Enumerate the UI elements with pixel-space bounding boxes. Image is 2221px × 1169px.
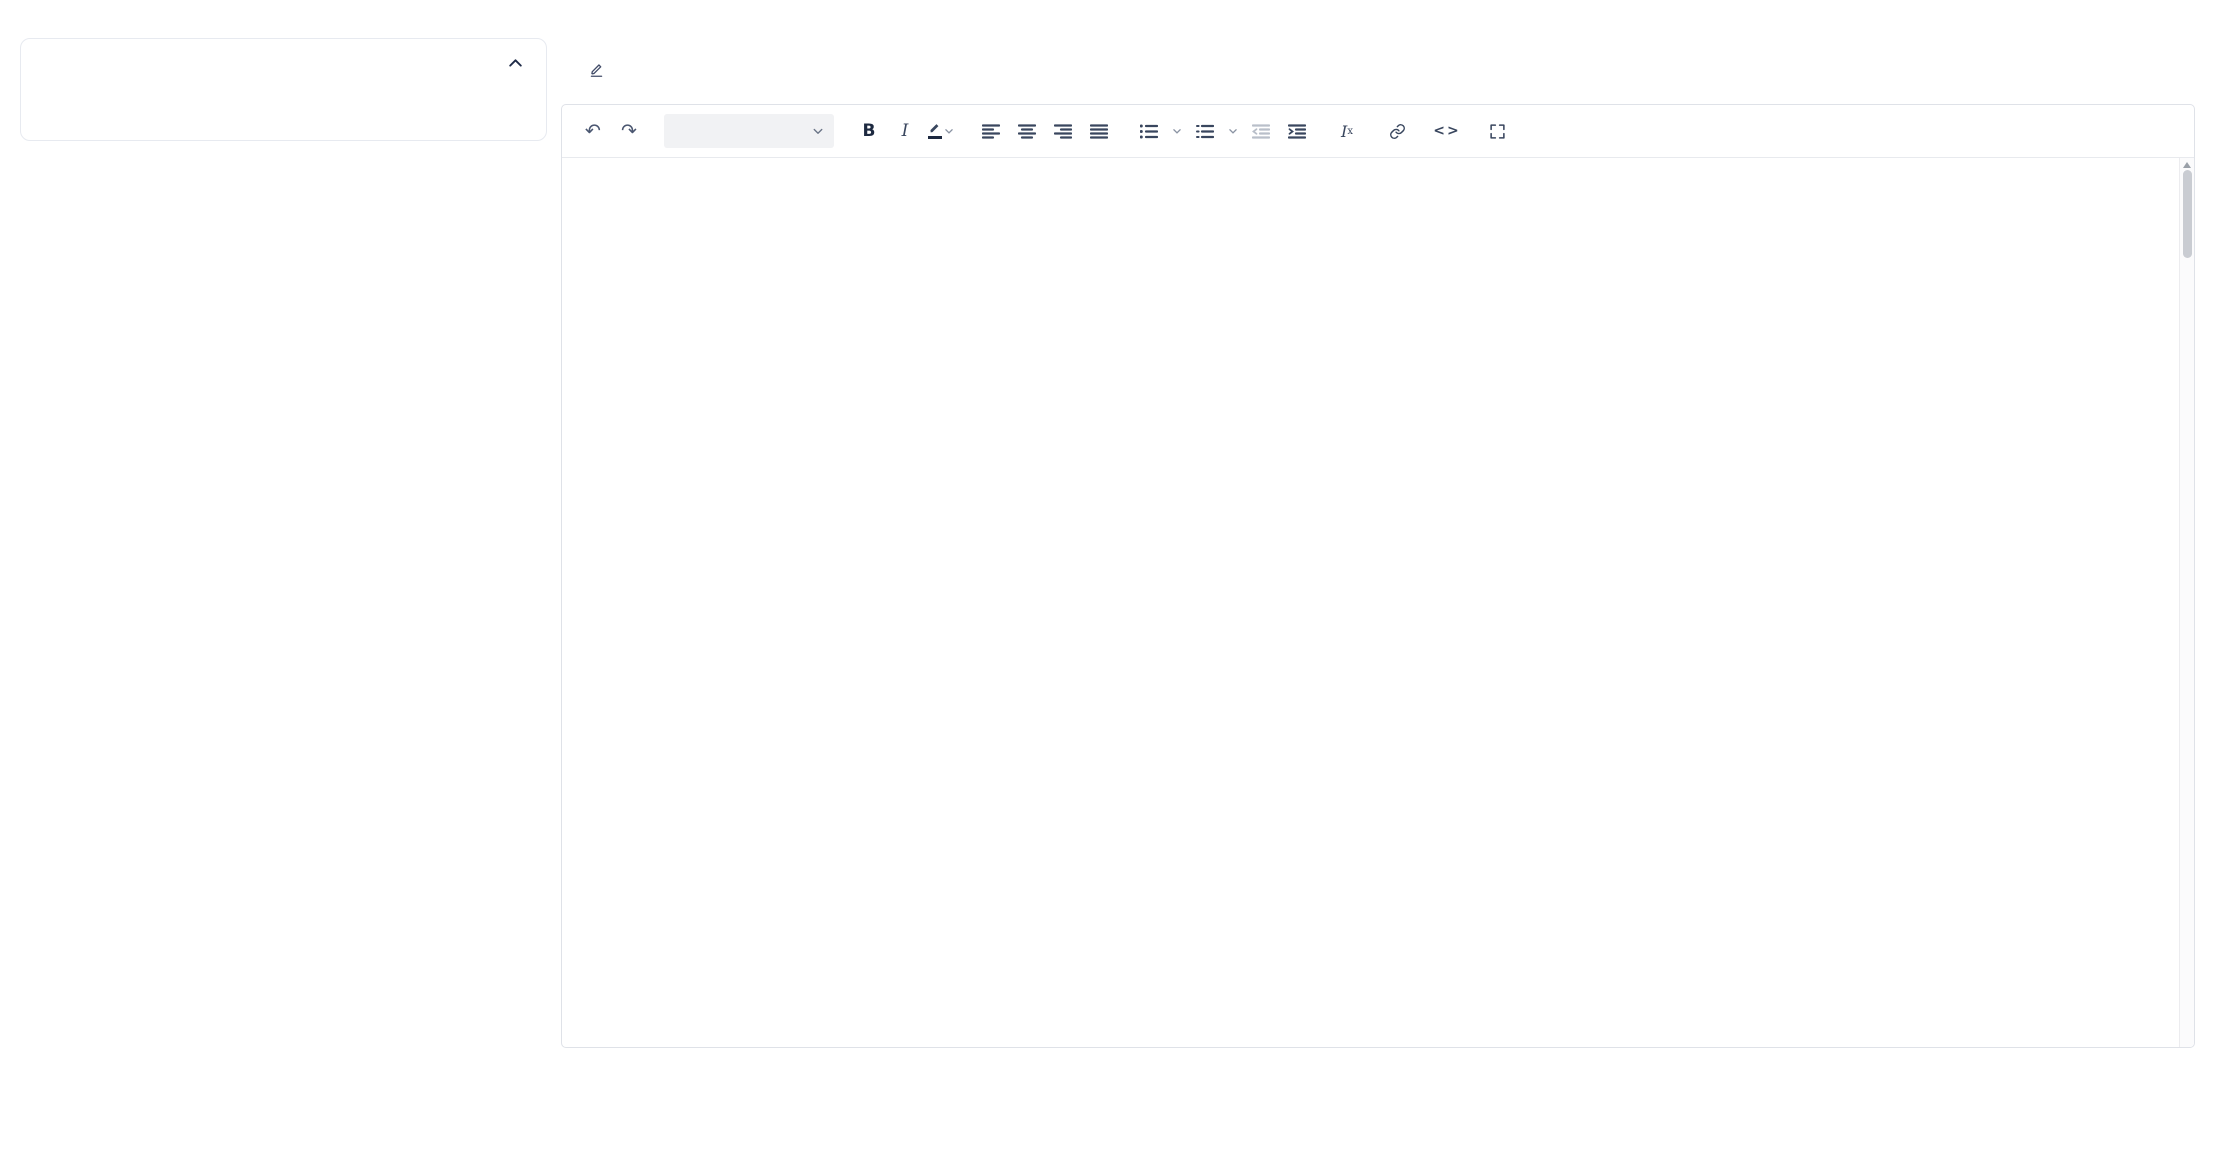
undo-icon[interactable]: ↶ bbox=[585, 120, 601, 142]
align-justify-button[interactable] bbox=[1084, 116, 1114, 146]
align-right-button[interactable] bbox=[1048, 116, 1078, 146]
paragraph-style-select[interactable] bbox=[664, 114, 834, 148]
web-keywords-panel bbox=[20, 38, 547, 141]
highlight-color-button[interactable] bbox=[926, 116, 956, 146]
italic-button[interactable]: I bbox=[901, 121, 909, 141]
bold-button[interactable]: B bbox=[862, 121, 876, 141]
align-left-button[interactable] bbox=[976, 116, 1006, 146]
copy-icon bbox=[2102, 63, 2115, 76]
chevron-down-icon bbox=[812, 125, 824, 137]
copy-as-html-button[interactable] bbox=[2078, 51, 2130, 88]
bullet-list-dropdown-icon[interactable] bbox=[1170, 116, 1184, 146]
web-keywords-header[interactable] bbox=[21, 39, 546, 87]
main-area bbox=[561, 38, 2195, 1048]
intro-block bbox=[0, 0, 2221, 14]
redo-icon[interactable]: ↷ bbox=[621, 120, 637, 142]
outdent-button[interactable] bbox=[1246, 116, 1276, 146]
editor-content[interactable] bbox=[562, 158, 2194, 178]
fullscreen-button[interactable] bbox=[1482, 116, 1512, 146]
align-center-button[interactable] bbox=[1012, 116, 1042, 146]
code-view-button[interactable]: <> bbox=[1433, 123, 1461, 139]
keywords-sidebar bbox=[20, 38, 547, 191]
highlighter-icon bbox=[928, 123, 942, 139]
export-buttons bbox=[2013, 51, 2195, 88]
download-sheet-button[interactable] bbox=[2143, 51, 2195, 88]
editor-toolbar bbox=[562, 105, 2194, 158]
pen-icon bbox=[589, 62, 604, 77]
copy-icon bbox=[2037, 63, 2050, 76]
numbered-list-button[interactable] bbox=[1190, 116, 1220, 146]
link-button[interactable] bbox=[1382, 116, 1412, 146]
rich-text-editor bbox=[561, 104, 2195, 1048]
bullet-list-button[interactable] bbox=[1134, 116, 1164, 146]
highlight-keywords-button[interactable] bbox=[572, 51, 630, 88]
editor-actions-row bbox=[561, 51, 2195, 88]
copy-as-text-button[interactable] bbox=[2013, 51, 2065, 88]
keyword-tags bbox=[21, 87, 546, 140]
chevron-down-icon bbox=[944, 126, 954, 136]
indent-button[interactable] bbox=[1282, 116, 1312, 146]
scrollbar-thumb[interactable] bbox=[2183, 170, 2192, 258]
clear-formatting-button[interactable]: I x bbox=[1341, 121, 1353, 141]
numbered-list-dropdown-icon[interactable] bbox=[1226, 116, 1240, 146]
chevron-up-icon bbox=[507, 55, 524, 72]
editor-scrollbar[interactable] bbox=[2179, 158, 2194, 1047]
download-icon bbox=[2158, 63, 2171, 76]
scroll-up-icon[interactable] bbox=[2183, 162, 2191, 168]
